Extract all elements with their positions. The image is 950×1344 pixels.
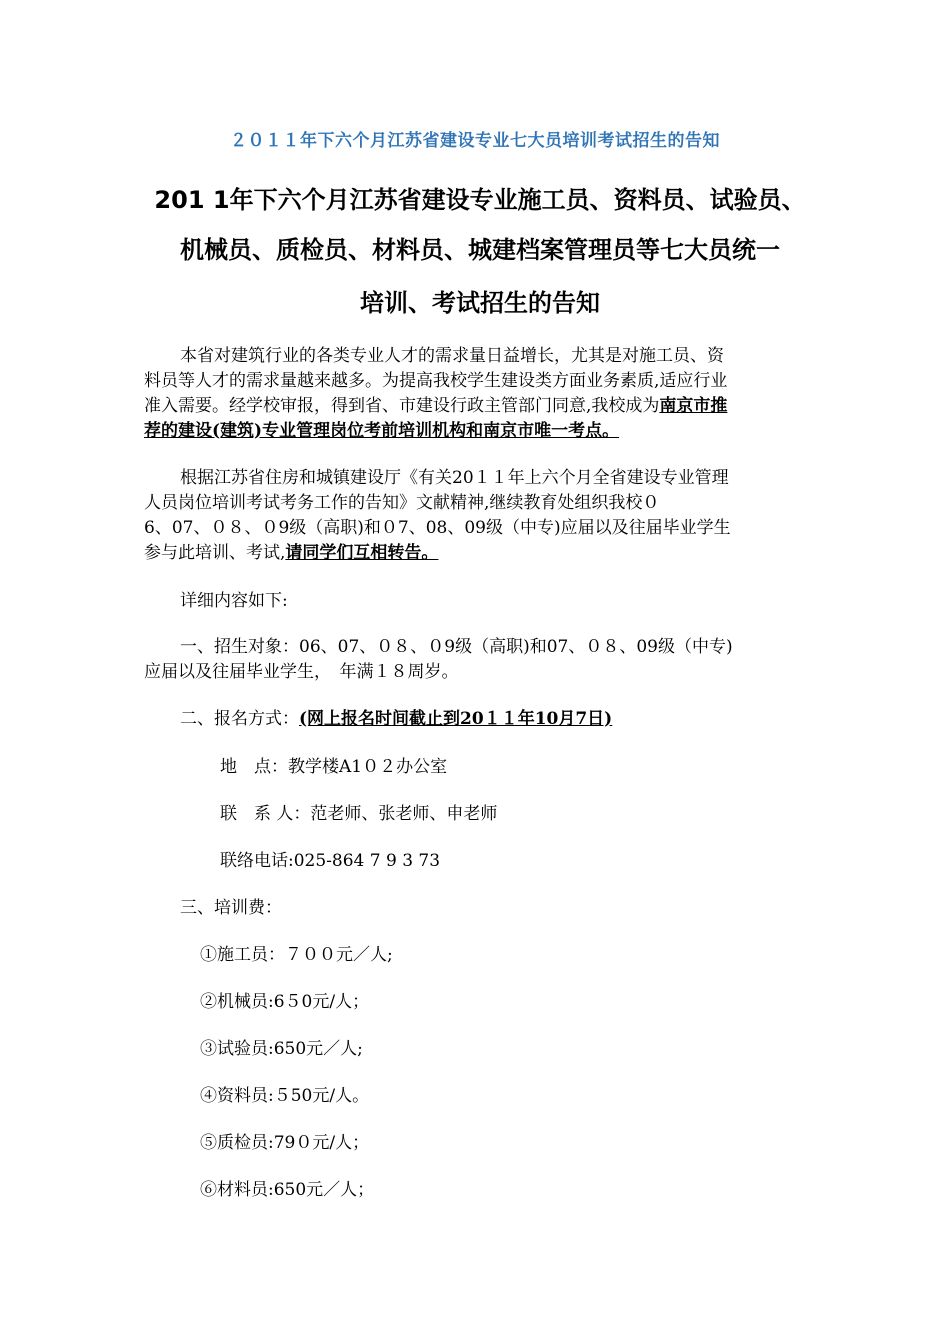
intro-highlight-start: 南京市推	[659, 396, 728, 416]
fee-item: ③试验员:650元／人;	[200, 1039, 363, 1059]
fee-item: ⑥材料员:650元／人；	[200, 1180, 375, 1200]
basis-paragraph	[144, 466, 824, 566]
section-2-heading	[180, 707, 612, 732]
intro-line-2: 料员等人才的需求量越来越多。为提高我校学生建设类方面业务素质,适应行业	[144, 371, 728, 391]
intro-line-3	[144, 394, 824, 419]
fee-item: ②机械员:6５0元/人；	[200, 992, 370, 1012]
fee-item: ⑤质检员:79０元/人；	[200, 1133, 370, 1153]
main-title-line-2: 机械员、质检员、材料员、城建档案管理员等七大员统一	[180, 236, 780, 264]
intro-highlight-end: 荐的建设(建筑)专业管理岗位考前培训机构和南京市唯一考点。	[144, 421, 620, 441]
main-title-line-1: 201 1年下六个月江苏省建设专业施工员、资料员、试验员、	[154, 186, 806, 214]
registration-location: 地 点：教学楼A1０２办公室	[220, 757, 448, 777]
main-title-line-3: 培训、考试招生的告知	[360, 289, 600, 317]
intro-paragraph	[144, 344, 824, 444]
basis-highlight: 请同学们互相转告。	[285, 543, 439, 563]
registration-contact: 联 系 人：范老师、张老师、申老师	[220, 804, 498, 824]
details-label: 详细内容如下:	[180, 591, 288, 611]
document-link-title[interactable]: ２０１１年下六个月江苏省建设专业七大员培训考试招生的告知	[230, 131, 720, 151]
section-1-line-1: 一、招生对象：06、07、０８、０9级（高职)和07、０８、09级（中专)	[180, 637, 733, 657]
intro-line-3-text: 准入需要。经学校审报，得到省、市建设行政主管部门同意,我校成为	[144, 396, 660, 416]
basis-line-4	[144, 541, 824, 566]
fee-item: ①施工员：７００元／人;	[200, 945, 393, 965]
section-1-line-2: 应届以及往届毕业学生， 年满１８周岁。	[144, 662, 459, 682]
section-1	[144, 635, 824, 685]
basis-line-3: 6、07、０８、０9级（高职)和０7、08、09级（中专)应届以及往届毕业学生	[144, 518, 731, 538]
section-2-label: 二、报名方式：	[180, 709, 299, 729]
intro-line-1: 本省对建筑行业的各类专业人才的需求量日益增长，尤其是对施工员、资	[180, 346, 724, 366]
registration-phone: 联络电话:025-864 7 9 3 73	[220, 851, 441, 871]
basis-line-1: 根据江苏省住房和城镇建设厅《有关20１１年上六个月全省建设专业管理	[180, 468, 729, 488]
fee-item: ④资料员:５50元/人。	[200, 1086, 370, 1106]
basis-line-4-text: 参与此培训、考试,	[144, 543, 286, 563]
registration-deadline: (网上报名时间截止到20１１年10月7日)	[299, 709, 613, 729]
basis-line-2: 人员岗位培训考试考务工作的告知》文献精神,继续教育处组织我校０	[144, 493, 660, 513]
section-3-label: 三、培训费：	[180, 898, 282, 918]
